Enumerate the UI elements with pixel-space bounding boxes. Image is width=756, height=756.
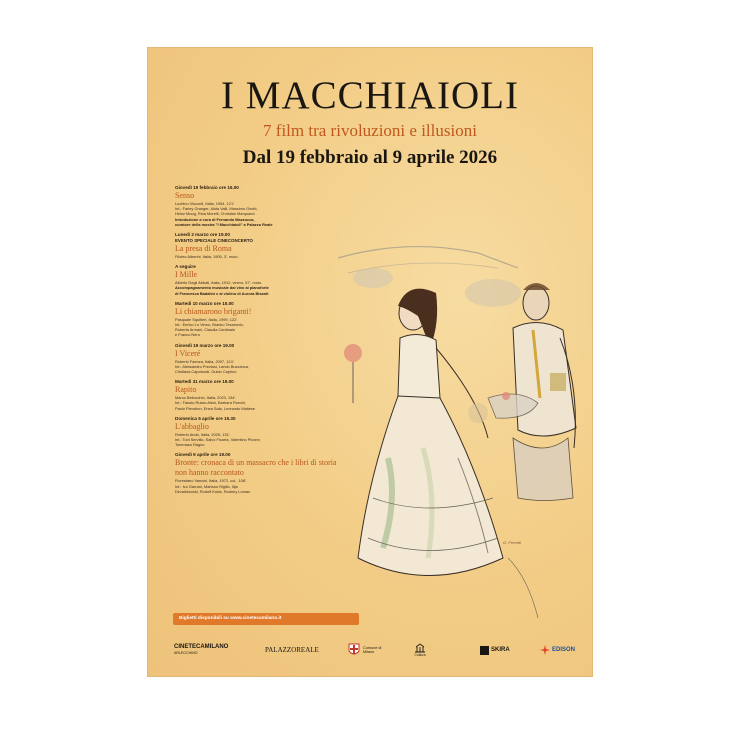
program-event [175, 232, 340, 259]
palazzo-reale-logo: PALAZZOREALE [265, 646, 319, 654]
poster-dates: Dal 19 febbraio al 9 aprile 2026 [242, 147, 498, 168]
event-day: Giovedì 19 febbraio ore 15.00 [175, 185, 239, 190]
comune-label: Comune di Milano [363, 645, 382, 654]
event-day: Lunedì 2 marzo ore 19.00 [175, 232, 230, 238]
event-info: Int.: Farley Granger, Alida Valli, Massimo Girotti, [175, 206, 258, 212]
event-note: curatore della mostra "I Macchiaioli" a Palazzo Reale [175, 221, 273, 227]
poster-title: I MACCHIAIOLI [221, 74, 519, 117]
program-event [175, 185, 340, 227]
edison-star-icon [540, 645, 550, 655]
event-info: Dzvalekovski, Rudolf Kukic, Rodney Lomax [175, 488, 251, 494]
event-day: A seguire [175, 264, 196, 270]
event-title: La presa di Roma [175, 244, 232, 254]
event-info: Cristiana Capotondi, Guido Caprino [175, 369, 237, 375]
cultura-logo [414, 638, 426, 662]
event-info: Roberto Andò, Italia, 2025, 131'. [175, 431, 231, 437]
event-title: Rapito [175, 385, 197, 395]
event-info: Pasquale Squitieri, Italia, 1999, 122'. [175, 316, 239, 322]
event-day: Martedì 10 marzo ore 15.00 [175, 300, 234, 306]
event-info: Tommaso Ragno [175, 442, 205, 448]
event-note: Accompagnamento musicale dal vivo al pianoforte [175, 285, 269, 291]
event-day: Martedì 31 marzo ore 19.00 [175, 379, 234, 385]
event-day: Giovedì 19 marzo ore 19.00 [175, 342, 235, 348]
skira-label: SKIRA [491, 647, 510, 653]
sponsor-logos [168, 638, 578, 662]
building-icon [414, 643, 426, 653]
cineteca-sub: ARLECCHINO [174, 651, 198, 655]
poster-subtitle: 7 film tra rivoluzioni e illusioni [263, 121, 477, 140]
event-info: Heinz Moog, Rina Morelli, Christian Marquand [175, 211, 255, 217]
event-special-label: EVENTO SPECIALE CINECONCERTO [175, 238, 253, 244]
event-title: Li chiamarono briganti! [175, 306, 252, 316]
edison-label: EDISON [552, 647, 576, 653]
event-info: Roberto Faenza, Italia, 2007, 124'. [175, 358, 235, 364]
skira-mark-icon [480, 646, 489, 655]
event-info: Florestano Vancini, Italia, 1972, col., 108'. [175, 478, 247, 484]
edison-logo [540, 638, 575, 662]
program-event [175, 379, 340, 411]
skira-logo [480, 638, 510, 662]
event-info: Int.: Alessandro Preziosi, Lando Buzzanca, [175, 363, 249, 369]
event-day: Domenica 5 aprile ore 15.30 [175, 415, 236, 421]
event-info: Marco Bellocchio, Italia, 2023, 134'. [175, 395, 237, 401]
program-event [175, 416, 340, 448]
event-info: Int.: Fausto Russo Alesi, Barbara Ronchi, [175, 400, 247, 406]
event-day: Giovedì 9 aprile ore 19.00 [175, 452, 231, 458]
event-info: Paolo Pierobon, Enea Sala, Leonardo Maltese [175, 405, 256, 411]
event-note: Introduzione a cura di Fernando Mazzocca, [175, 216, 255, 222]
event-info: Alberto Degli Abbati, Italia, 1912, vinero, 57', muto. [175, 280, 263, 286]
comune-milano-logo [348, 638, 389, 662]
poster [148, 48, 592, 676]
program-event [175, 343, 340, 375]
event-info: Filoteo Alberini, Italia, 1905, 3', muto. [175, 254, 239, 260]
cineteca-name: CINETECAMILANO [174, 644, 229, 650]
program-event [175, 452, 340, 494]
cultura-label: Cultura [414, 653, 426, 657]
event-info: e Franco Nero [175, 332, 200, 338]
man-head [523, 286, 549, 320]
program-event [175, 301, 340, 338]
event-info: Luchino Visconti, Italia, 1954, 121'. [175, 201, 235, 206]
event-info: Int.: Ivo Garrani, Mariano Rigillo, Ilija [175, 483, 238, 489]
event-title: I Viceré [175, 348, 201, 358]
event-title: Senso [175, 191, 195, 200]
man-coat [513, 322, 576, 436]
event-note: di Francesca Badalini e al violino di Aurora Bisanti [175, 290, 269, 296]
program-event [175, 264, 340, 296]
artist-signature: G. Ferretti [503, 540, 522, 545]
event-info: Int.: Toni Servillo, Salvo Ficarra, Valentino Picone, [175, 437, 261, 443]
event-title: Bronte: cronaca di un massacro che i libri di storia non hanno raccontato [175, 458, 337, 478]
tickets-bar[interactable]: Biglietti disponibili su www.cinetecamilano.it [173, 613, 359, 625]
event-info: Int.: Enrico Lo Verso, Branko Tesanovic, [175, 322, 244, 328]
event-info: Roberta Armani, Claudia Cardinale [175, 327, 236, 333]
cineteca-logo [174, 638, 228, 662]
lamp-shade [344, 344, 362, 362]
event-title: L'abbaglio [175, 421, 209, 431]
film-program [175, 185, 340, 499]
event-title: I Mille [175, 270, 197, 280]
couple-illustration [328, 198, 592, 638]
comune-crest-icon [348, 643, 360, 657]
